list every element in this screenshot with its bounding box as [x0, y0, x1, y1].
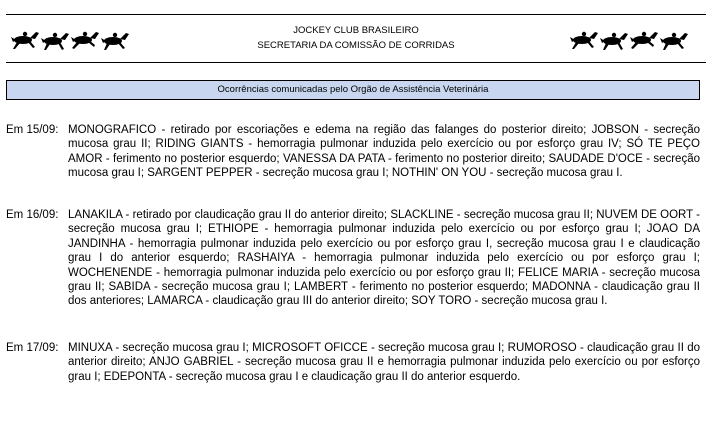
header-department: SECRETARIA DA COMISSÃO DE CORRIDAS [257, 40, 455, 51]
entry-date: Em 17/09: [6, 342, 59, 354]
section-banner: Ocorrências comunicadas pelo Orgão de Assistência Veterinária [6, 80, 700, 100]
entry-date: Em 15/09: [6, 124, 59, 136]
header-organization: JOCKEY CLUB BRASILEIRO [293, 25, 419, 36]
occurrence-entry [6, 341, 700, 384]
occurrence-entry [6, 123, 700, 181]
entry-text: MONOGRAFICO - retirado por escoriações e edema na região das falanges do posterior direito; JOBSON - secreção mucosa grau II; RIDING GIANTS - hemorragia pulmonar induzida pelo exercício ou por esforço grau IV; SÓ TE PEÇO AMOR - ferimento no posterior esquerdo; VANESSA DA PATA - ferimento no posterior direito; SAUDADE D'OCE - secreção mucosa grau I; SARGENT PEPPER - secreção mucosa grau I; NOTHIN' ON YOU - secreção mucosa grau I. [68, 124, 700, 180]
document-header [6, 14, 706, 64]
header-top-rule [6, 14, 706, 15]
entry-date: Em 16/09: [6, 209, 59, 221]
occurrence-entry [6, 208, 700, 309]
entry-text: LANAKILA - retirado por claudicação grau II do anterior direito; SLACKLINE - secreção mucosa grau II; NUVEM DE OORT - secreção mucosa grau I; ETHIOPE - hemorragia pulmonar induzida pelo exercício ou por esforço grau I; JOAO DA JANDINHA - hemorragia pulmonar induzida pelo exercício ou por esforço grau I, secreção mucosa grau I e claudicação grau I do anterior esquerdo; RASHAIYA - hemorragia pulmonar induzida pelo exercício ou por esforço grau I; WOCHENENDE - hemorragia pulmonar induzida pelo exercício ou por esforço grau II; FELICE MARIA - secreção mucosa grau II; SABIDA - secreção mucosa grau I; LAMBERT - ferimento no posterior esquerdo; MADONNA - claudicação grau II dos anteriores; LAMARCA - claudicação grau III do anterior direito; SOY TORO - secreção mucosa grau I. [68, 209, 700, 308]
header-bottom-rule [6, 62, 706, 63]
racing-horses-icon [568, 27, 696, 53]
racing-horses-icon [9, 27, 137, 53]
entry-text: MINUXA - secreção mucosa grau I; MICROSOFT OFICCE - secreção mucosa grau I; RUMOROSO - claudicação grau II do anterior direito; ANJO GABRIEL - secreção mucosa grau II e hemorragia pulmonar induzida pelo exercício ou por esforço grau I; EDEPONTA - secreção mucosa grau I e claudicação grau II do anterior esquerdo. [68, 342, 700, 383]
